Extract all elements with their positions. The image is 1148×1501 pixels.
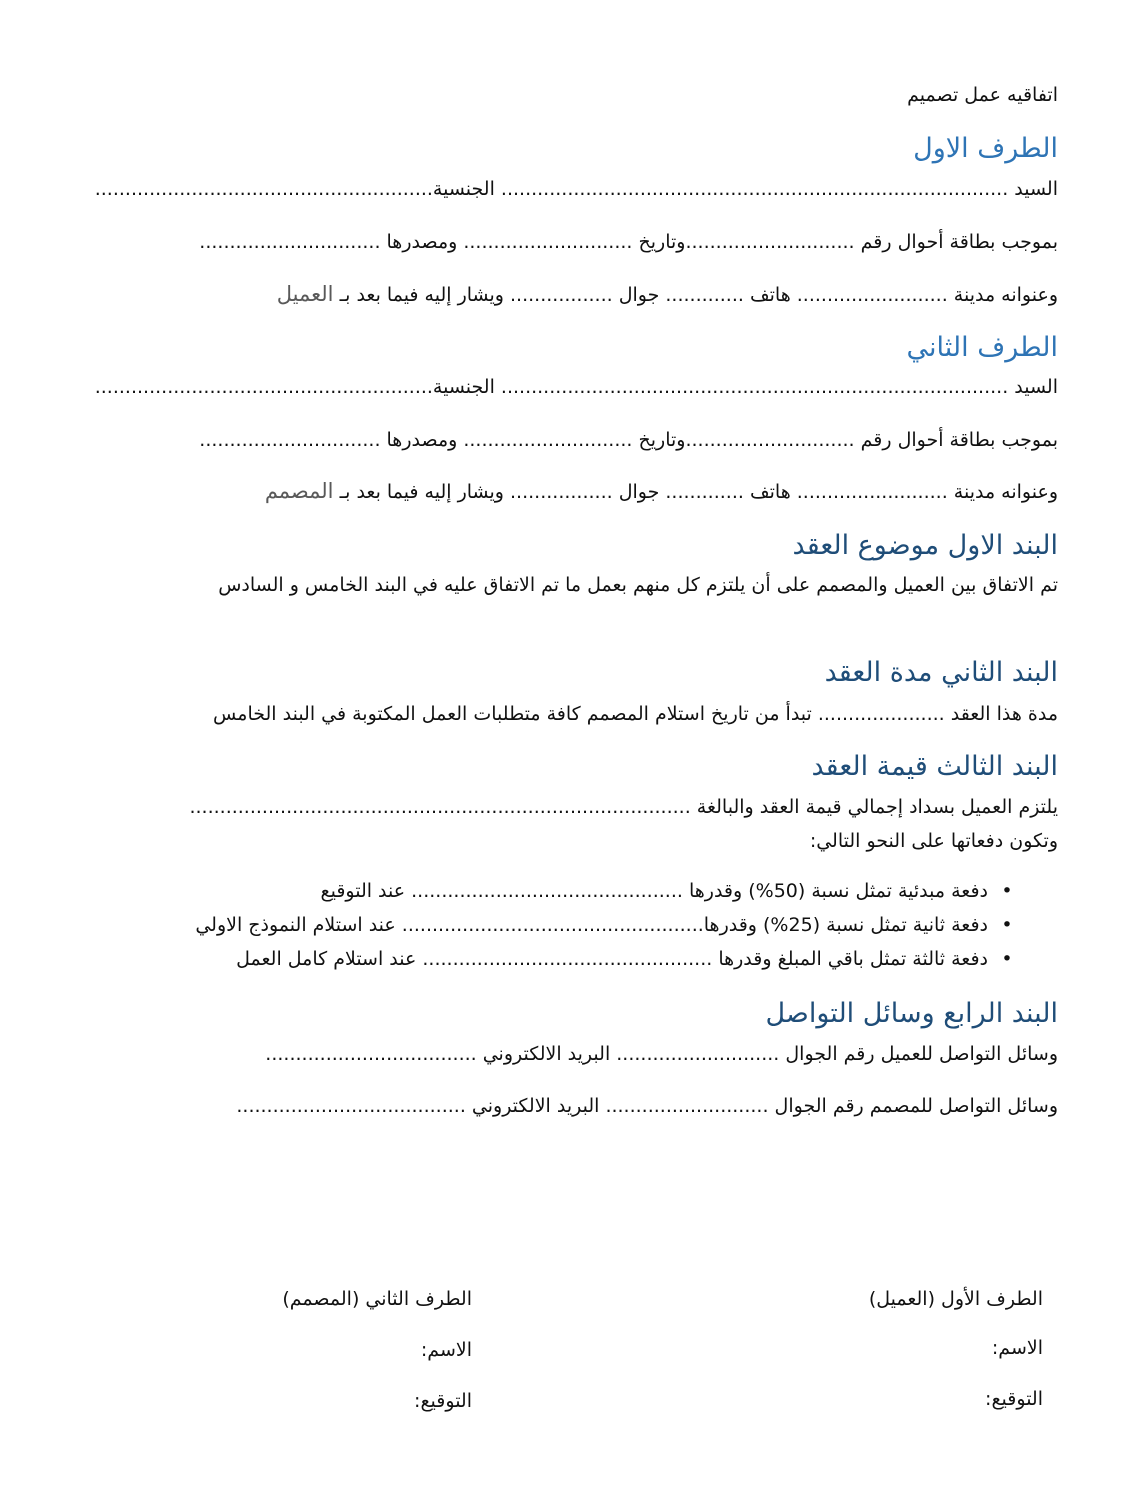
first-party-address-text: وعنوانه مدينة ......................... هاتف ............. جوال ................. ويشار إليه فيما بعد بـ [339,284,1058,306]
payment-item-text: دفعة ثانية تمثل نسبة (25%) وقدرها.................................................. عند استلام النموذج الاولي [195,914,988,936]
second-party-address-text: وعنوانه مدينة ......................... هاتف ............. جوال ................. ويشار إليه فيما بعد بـ [339,481,1058,503]
second-party-signature-title: الطرف الثاني (المصمم) [282,1288,472,1310]
document-title: اتفاقيه عمل تصميم [907,84,1058,106]
clause4-heading: البند الرابع وسائل التواصل [765,998,1058,1029]
first-party-heading: الطرف الاول [913,133,1058,164]
first-party-name-label: الاسم: [991,1337,1043,1359]
first-party-id-line: بموجب بطاقة أحوال رقم ............................وتاريخ ............................ ومصدرها .............................. [199,231,1058,253]
first-party-signature-label: التوقيع: [985,1388,1043,1410]
second-party-name-label: الاسم: [420,1339,472,1361]
payment-item-text: دفعة مبدئية تمثل نسبة (50%) وقدرها ............................................. عند التوقيع [320,880,988,902]
client-contact-line: وسائل التواصل للعميل رقم الجوال ........................... البريد الالكتروني ................................... [265,1043,1058,1065]
designer-contact-line: وسائل التواصل للمصمم رقم الجوال ........................... البريد الالكتروني ...................................... [236,1095,1058,1117]
second-party-id-line: بموجب بطاقة أحوال رقم ............................وتاريخ ............................ ومصدرها .............................. [199,429,1058,451]
clause3-heading: البند الثالث قيمة العقد [811,751,1058,782]
clause2-heading: البند الثاني مدة العقد [824,657,1058,688]
bullet-icon: • [1001,914,1013,936]
second-party-heading: الطرف الثاني [906,332,1058,363]
clause3-total-line: يلتزم العميل بسداد إجمالي قيمة العقد والبالغة ................................................................................... [189,796,1058,818]
clause1-heading: البند الاول موضوع العقد [792,530,1058,561]
clause2-text: مدة هذا العقد ..................... تبدأ من تاريخ استلام المصمم كافة متطلبات العمل المكتوبة في البند الخامس [213,703,1058,725]
payment-item-text: دفعة ثالثة تمثل باقي المبلغ وقدرها ................................................ عند استلام كامل العمل [236,948,988,970]
second-party-address-line [88,478,1058,505]
bullet-icon: • [1001,880,1013,902]
bullet-icon: • [1001,948,1013,970]
second-party-signature-label: التوقيع: [414,1390,472,1412]
second-party-name-line: السيد .................................................................................... الجنسية........................................................ [94,376,1058,398]
first-party-name-line: السيد .................................................................................... الجنسية........................................................ [94,178,1058,200]
clause3-payments-intro: وتكون دفعاتها على النحو التالي: [809,830,1058,852]
client-reference: العميل [276,282,334,306]
first-party-address-line [88,281,1058,308]
clause1-text: تم الاتفاق بين العميل والمصمم على أن يلتزم كل منهم بعمل ما تم الاتفاق عليه في البند الخامس و السادس [218,574,1058,596]
first-party-signature-title: الطرف الأول (العميل) [868,1288,1043,1310]
designer-reference: المصمم [264,479,334,503]
